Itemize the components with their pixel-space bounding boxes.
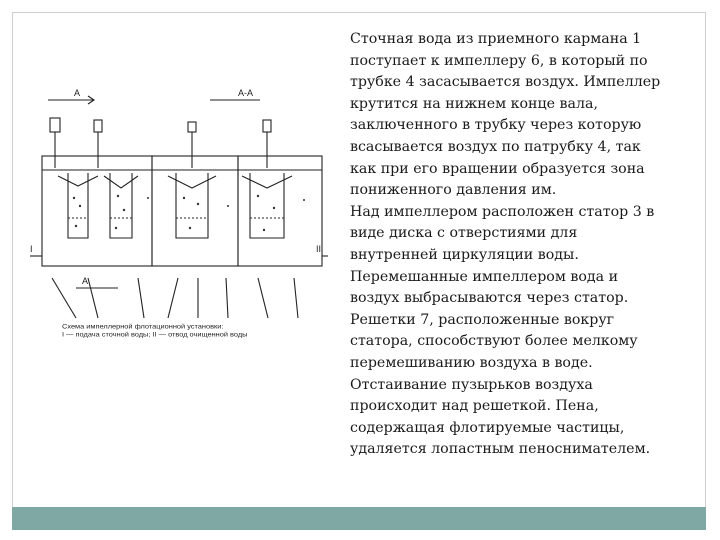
text-line: заключенного в трубку через которую — [350, 117, 642, 134]
motor-middle — [188, 122, 196, 132]
text-line: происходит над решеткой. Пена, — [350, 398, 599, 415]
slide-body-text — [350, 29, 702, 461]
motor-left-1 — [50, 118, 60, 132]
caption-line: I — подача сточной воды; II — отвод очищенной воды — [62, 330, 248, 339]
caption-line: Схема импеллерной флотационной установки: — [62, 322, 224, 331]
label-section-a-right: А-А — [238, 88, 254, 98]
text-line: удаляется лопастным пеноснимателем. — [350, 441, 651, 458]
text-line: внутренней циркуляции воды. — [350, 246, 579, 263]
slide-footer-bar — [12, 507, 706, 530]
flotation-unit-diagram — [28, 78, 328, 348]
motor-left-2 — [94, 120, 102, 132]
text-line: Решетки 7, расположенные вокруг — [350, 311, 615, 328]
text-line: всасывается воздух по патрубку 4, так — [350, 138, 641, 155]
text-line: воздух выбрасываются через статор. — [350, 290, 629, 307]
text-line: Отстаивание пузырьков воздуха — [350, 376, 593, 393]
text-line: Сточная вода из приемного кармана 1 — [350, 31, 642, 47]
text-line: статора, способствуют более мелкому — [350, 333, 638, 350]
text-line: виде диска с отверстиями для — [350, 225, 578, 242]
text-line: трубке 4 засасывается воздух. Импеллер — [350, 74, 661, 91]
tank-left — [42, 156, 152, 266]
tank-middle — [152, 156, 238, 266]
text-line: Над импеллером расположен статор 3 в — [350, 203, 655, 220]
text-line: Перемешанные импеллером вода и — [350, 268, 619, 285]
text-line: поступает к импеллеру 6, в который по — [350, 52, 648, 69]
text-line: содержащая флотируемые частицы, — [350, 419, 625, 436]
label-inlet: I — [30, 244, 33, 254]
label-section-a-left: А — [74, 88, 81, 98]
motor-right — [263, 120, 271, 132]
diagram-drawing — [28, 78, 328, 348]
text-line: как при его вращении образуется зона — [350, 160, 645, 177]
text-line: крутится на нижнем конце вала, — [350, 95, 598, 112]
text-line: перемешиванию воздуха в воде. — [350, 354, 593, 371]
diagram-caption — [62, 322, 312, 338]
label-outlet: II — [316, 244, 322, 254]
text-line: пониженного давления им. — [350, 182, 557, 199]
label-section-a-bottom: А — [82, 276, 89, 286]
tank-right — [238, 156, 322, 266]
